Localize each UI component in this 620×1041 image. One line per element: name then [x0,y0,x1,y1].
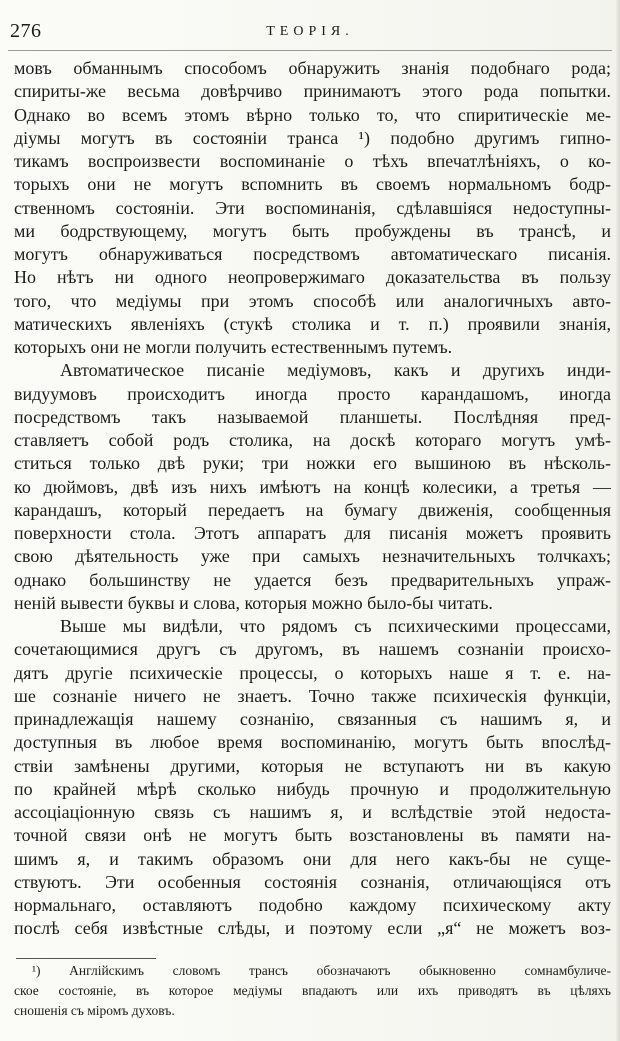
text-line: дятъ другіе психическіе процессы, о которыхъ наше я т. е. на- [14,662,611,683]
footnote-line: сношенія съ міромъ духовъ. [14,1003,175,1018]
footnote-rule [16,958,156,959]
text-line: сочетающимися другъ съ другомъ, въ нашемъ сознаніи происхо- [14,639,611,660]
text-line: могутъ обнаруживаться посредствомъ автоматическаго писанія. [14,244,611,264]
page-edge [616,0,620,1041]
text-line: свою дѣятельность уже при самыхъ незначительныхъ толчкахъ; [14,546,611,567]
paragraph-first-line: Автоматическое писаніе медіумовъ, какъ и другихъ инди- [60,360,611,381]
text-line: нормальнаго, оставляютъ подобно каждому психическому акту [14,895,611,915]
running-head: ТЕОРІЯ. [266,24,354,39]
header-rule [8,50,612,51]
text-line: доступныя въ любое время воспоминанію, могутъ быть впослѣд- [14,732,611,753]
page-header [8,16,612,46]
text-line: ставляетъ собой родъ столика, на доскѣ котораго могутъ умѣ- [14,430,611,450]
text-line: шимъ я, и такимъ образомъ они для него какъ-бы не суще- [14,848,611,869]
footnote-line: ское состояніе, въ которое медіумы впадаютъ или ихъ приводятъ въ цѣляхъ [14,983,611,998]
text-line: ститься только двѣ руки; три ножки его вышиною въ нѣсколь- [14,453,611,474]
body-text [14,57,611,941]
text-line: тикамъ воспроизвести воспоминаніе о тѣхъ впечатлѣніяхъ, о ко- [14,151,611,171]
text-line: посредствомъ такъ называемой планшеты. Послѣдняя пред- [14,406,611,427]
text-line: однако большинству не удается безъ предварительныхъ упраж- [14,569,611,590]
text-line: ствуютъ. Эти особенныя состоянія сознанія, отличающіяся отъ [14,871,611,892]
page-number: 276 [10,20,42,42]
text-line: Но нѣтъ ни одного неопровержимаго доказательства въ пользу [14,267,611,288]
text-line: неній вывести буквы и слова, которыя можно было-бы читать. [14,592,493,613]
text-line: ше сознаніе ничего не знаетъ. Точно также психическія функціи, [14,685,611,706]
text-line: которыхъ они не могли получить естественнымъ путемъ. [14,337,453,357]
text-line: ственномъ состояніи. Эти воспоминанія, сдѣлавшіяся недоступны- [14,197,611,218]
text-line: торыхъ они не могутъ вспомнить въ своемъ нормальномъ бодр- [14,174,611,195]
text-line: по крайней мѣрѣ сколько нибудь прочную и продолжительную [14,778,611,799]
text-line: послѣ себя извѣстные слѣды, и поэтому если „я“ не можетъ воз- [14,918,611,939]
footnote-line: ¹) Англійскимъ словомъ трансъ обозначаютъ обыкновенно сомнамбуличе- [32,963,611,978]
text-line: поверхности стола. Этотъ аппаратъ для писанія можетъ проявить [14,523,611,543]
text-line: ассоціаціонную связь съ нашимъ я, и вслѣдствіе этой недоста- [14,802,611,822]
text-line: того, что медіумы при этомъ способѣ или аналогичныхъ авто- [14,290,611,311]
text-line: діумы могутъ въ состояніи транса ¹) подобно другимъ гипно- [14,127,611,148]
text-line: спириты-же весьма довѣрчиво принимаютъ этого рода попытки. [14,81,611,102]
text-line: принадлежащія нашему сознанію, связанныя съ нашимъ я, и [14,709,611,729]
text-line: ми бодрствующему, могутъ быть пробуждены въ трансѣ, и [14,220,611,241]
text-line: ствіи замѣнены другими, которыя не вступаютъ ни въ какую [14,755,611,776]
text-line: мовъ обманнымъ способомъ обнаружить знанія подобнаго рода; [14,58,611,78]
footnotes [14,961,611,1021]
text-line: видуумовъ происходитъ иногда просто карандашомъ, иногда [14,383,611,404]
text-line: Однако во всемъ этомъ вѣрно только то, что спиритическіе ме- [14,104,611,125]
text-line: карандашъ, который передаетъ на бумагу движенія, сообщенныя [14,499,611,520]
text-line: точной связи онѣ не могутъ быть возстановлены въ памяти на- [14,825,611,846]
text-line: матическихъ явленіяхъ (стукѣ столика и т. п.) проявили знанія, [14,313,611,334]
text-line: ко дюймовъ, двѣ изъ нихъ имѣютъ на концѣ колесики, а третья — [14,476,611,497]
paragraph-first-line: Выше мы видѣли, что рядомъ съ психическими процессами, [60,616,611,636]
